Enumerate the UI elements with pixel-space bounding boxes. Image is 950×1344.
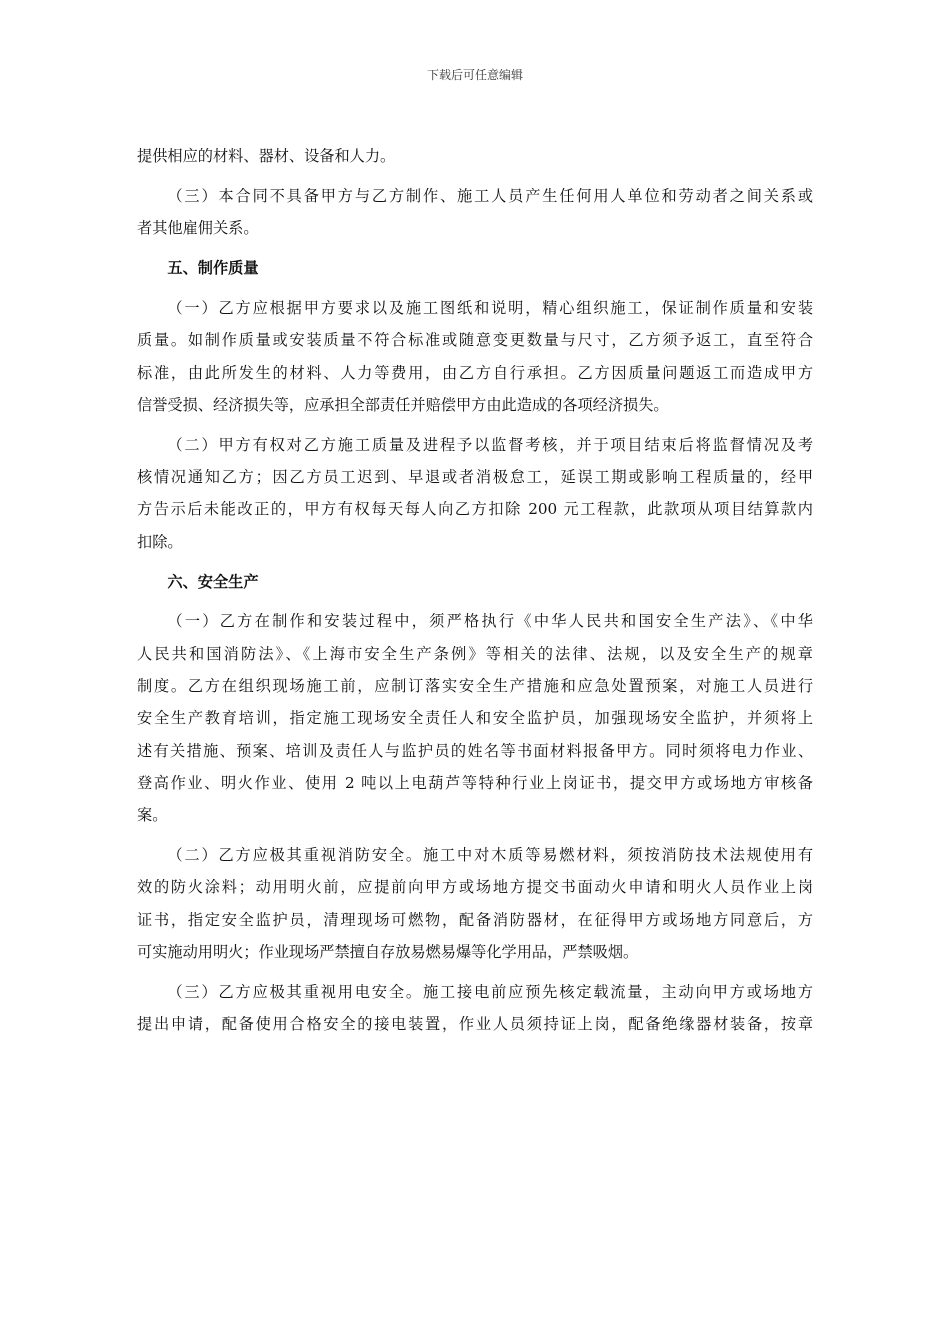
paragraph [137, 839, 813, 968]
text-line: 核情况通知乙方；因乙方员工迟到、早退或者消极怠工，延误工期或影响工程质量的，经甲 [137, 468, 813, 487]
text-line: 述有关措施、预案、培训及责任人与监护员的姓名等书面材料报备甲方。同时须将电力作业、 [137, 741, 813, 760]
text-line: 登高作业、明火作业、使用 2 吨以上电葫芦等特种行业上岗证书，提交甲方或场地方审核备 [137, 773, 813, 792]
text-line: 制度。乙方在组织现场施工前，应制订落实安全生产措施和应急处置预案，对施工人员进行 [137, 677, 813, 696]
header-note: 下载后可任意编辑 [426, 68, 523, 82]
text-line: 方告示后未能改正的，甲方有权每天每人向乙方扣除 200 元工程款，此款项从项目结算款内 [137, 500, 813, 519]
paragraph [137, 976, 813, 1041]
text-line: 标准，由此所发生的材料、人力等费用，由乙方自行承担。乙方因质量问题返工而造成甲方 [137, 363, 813, 382]
text-line: （三）本合同不具备甲方与乙方制作、施工人员产生任何用人单位和劳动者之间关系或 [167, 186, 813, 205]
text-line: 者其他雇佣关系。 [137, 219, 259, 238]
paragraph [137, 140, 813, 172]
text-line: 信誉受损、经济损失等，应承担全部责任并赔偿甲方由此造成的各项经济损失。 [137, 395, 669, 414]
text-line: 质量。如制作质量或安装质量不符合标准或随意变更数量与尺寸，乙方须予返工，直至符合 [137, 331, 813, 350]
section-heading: 五、制作质量 [167, 259, 259, 278]
document-body [137, 140, 813, 1048]
text-line: 效的防火涂料；动用明火前，应提前向甲方或场地方提交书面动火申请和明火人员作业上岗 [137, 878, 813, 897]
text-line: （二）甲方有权对乙方施工质量及进程予以监督考核，并于项目结束后将监督情况及考 [167, 435, 813, 454]
text-line: 提供相应的材料、器材、设备和人力。 [137, 147, 396, 165]
text-line: 安全生产教育培训，指定施工现场安全责任人和安全监护员，加强现场安全监护，并须将上 [137, 709, 813, 728]
paragraph [137, 292, 813, 421]
text-line: （一）乙方应根据甲方要求以及施工图纸和说明，精心组织施工，保证制作质量和安装 [167, 298, 813, 317]
text-line: 人民共和国消防法》、《上海市安全生产条例》等相关的法律、法规，以及安全生产的规章 [137, 644, 813, 663]
paragraph [137, 429, 813, 558]
text-line: 证书，指定安全监护员，清理现场可燃物，配备消防器材，在征得甲方或场地方同意后，方 [137, 910, 813, 929]
paragraph [137, 605, 813, 831]
text-line: 提出申请，配备使用合格安全的接电装置，作业人员须持证上岗，配备绝缘器材装备，按章 [137, 1015, 813, 1034]
section-heading: 六、安全生产 [167, 572, 259, 591]
text-line: 可实施动用明火；作业现场严禁擅自存放易燃易爆等化学用品，严禁吸烟。 [137, 942, 639, 961]
text-line: 扣除。 [137, 532, 183, 551]
text-line: （三）乙方应极其重视用电安全。施工接电前应预先核定载流量，主动向甲方或场地方 [167, 982, 813, 1001]
paragraph [137, 180, 813, 245]
text-line: （一）乙方在制作和安装过程中，须严格执行《中华人民共和国安全生产法》、《中华 [167, 612, 813, 631]
text-line: （二）乙方应极其重视消防安全。施工中对木质等易燃材料，须按消防技术法规使用有 [167, 846, 813, 865]
text-line: 案。 [137, 806, 168, 825]
